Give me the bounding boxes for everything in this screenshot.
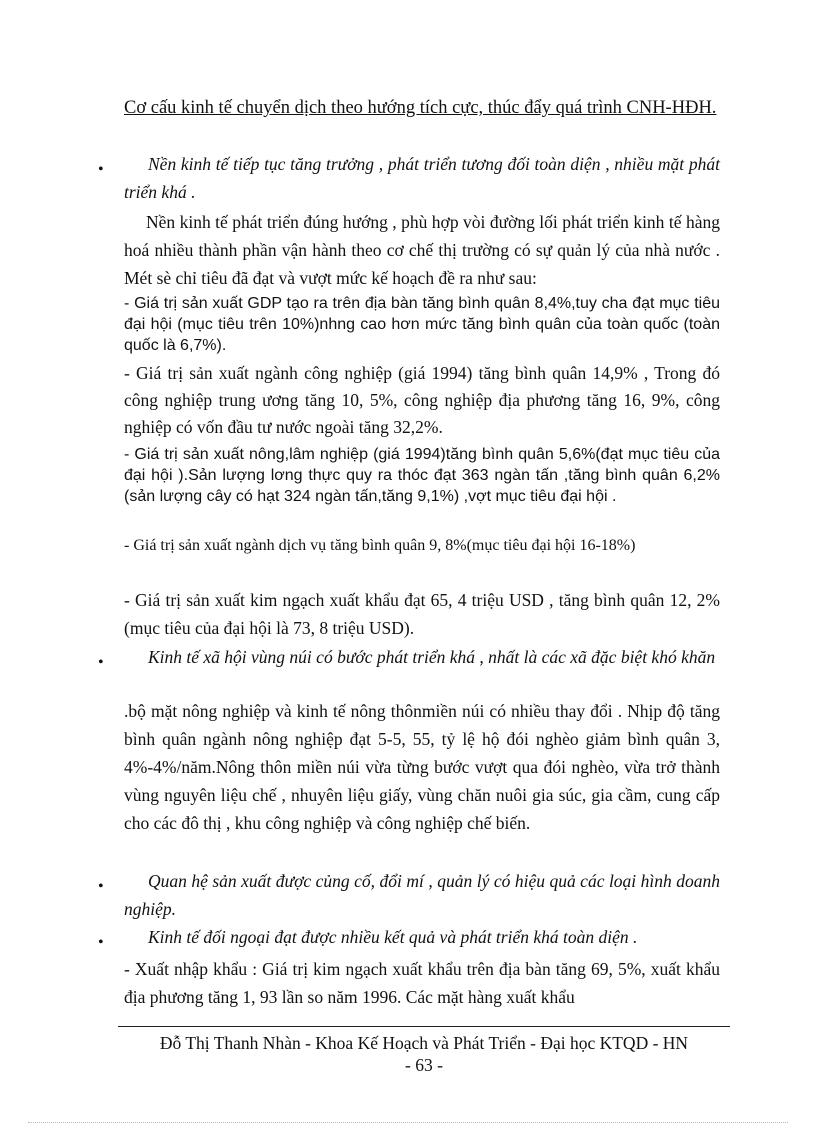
item-agriculture: - Giá trị sản xuất nông,lâm nghiệp (giá 1994)tăng bình quân 5,6%(đạt mục tiêu của đại hội ).Sản lượng lơng thực quy ra thóc đạt 363 ngàn tấn ,tăng bình quân 6,2%(sản lượng cây có hạt 324 ngàn tấn,tăng 9,1%) ,vợt mục tiêu đại hội . (124, 446, 720, 505)
bullet-marker: • (98, 934, 104, 951)
paragraph-agriculture: .bộ mặt nông nghiệp và kinh tế nông thônmiền núi có nhiều thay đổi . Nhịp độ tăng bình quân ngành nông nghiệp đạt 5-5, 55, tỷ lệ hộ đói nghèo giảm bình quân 3, 4%-4%/năm.Nông thôn miền núi vừa từng bước vượt qua đói nghèo, vừa trở thành vùng nguyên liệu chế , nhuyên liệu giấy, vùng chăn nuôi gia súc, gia cầm, cung cấp cho các đô thị , khu công nghiệp và công nghiệp chế biến. (124, 701, 720, 833)
footer-divider (118, 1026, 730, 1027)
bullet-foreign-economy: Kinh tế đối ngoại đạt được nhiều kết quả và phát triển khá toàn diện . (148, 927, 638, 947)
bullet-growth: Nền kinh tế tiếp tục tăng trưởng , phát triển tương đối toàn diện , nhiều mặt phát triển khá . (124, 154, 720, 202)
paragraph-development: Nền kinh tế phát triển đúng hướng , phù hợp vòi đường lối phát triển kinh tế hàng hoá nhiều thành phần vận hành theo cơ chế thị trường có sự quản lý của nhà nước . Mét sè chỉ tiêu đã đạt và vượt mức kế hoạch đề ra như sau: (124, 212, 720, 288)
bullet-production-relations: Quan hệ sản xuất được củng cố, đổi mí , quản lý có hiệu quả các loại hình doanh nghiệp. (124, 871, 720, 919)
paragraph-import-export: - Xuất nhập khẩu : Giá trị kim ngạch xuất khẩu trên địa bàn tăng 69, 5%, xuất khẩu địa phương tăng 1, 93 lần so năm 1996. Các mặt hàng xuất khẩu (124, 959, 720, 1007)
item-export: - Giá trị sản xuất kim ngạch xuất khẩu đạt 65, 4 triệu USD , tăng bình quân 12, 2%(mục tiêu của đại hội là 73, 8 triệu USD). (124, 590, 720, 638)
section-heading: Cơ cấu kinh tế chuyển dịch theo hướng tích cực, thúc đẩy quá trình CNH-HĐH. (124, 98, 717, 118)
item-gdp: - Giá trị sản xuất GDP tạo ra trên địa bàn tăng bình quân 8,4%,tuy cha đạt mục tiêu đại hội (mục tiêu trên 10%)nhng cao hơn mức tăng bình quân của toàn quốc (toàn quốc là 6,7%). (124, 295, 720, 354)
bullet-marker: • (98, 161, 104, 178)
bullet-marker: • (98, 878, 104, 895)
item-services: - Giá trị sản xuất ngành dịch vụ tăng bình quân 9, 8%(mục tiêu đại hội 16-18%) (124, 537, 636, 554)
footer-author: Đỗ Thị Thanh Nhàn - Khoa Kế Hoạch và Phát Triển - Đại học KTQD - HN (159, 1033, 689, 1053)
bullet-mountain-economy: Kinh tế xã hội vùng núi có bước phát triển khá , nhất là các xã đặc biệt khó khăn (148, 647, 716, 667)
page-number: - 63 - (405, 1055, 443, 1075)
bullet-marker: • (98, 654, 104, 671)
item-industry: - Giá trị sản xuất ngành công nghiệp (giá 1994) tăng bình quân 14,9% , Trong đó công nghiệp trung ương tăng 10, 5%, công nghiệp địa phương tăng 16, 9%, công nghiệp có vốn đầu tư nước ngoài tăng 32,2%. (124, 363, 720, 437)
